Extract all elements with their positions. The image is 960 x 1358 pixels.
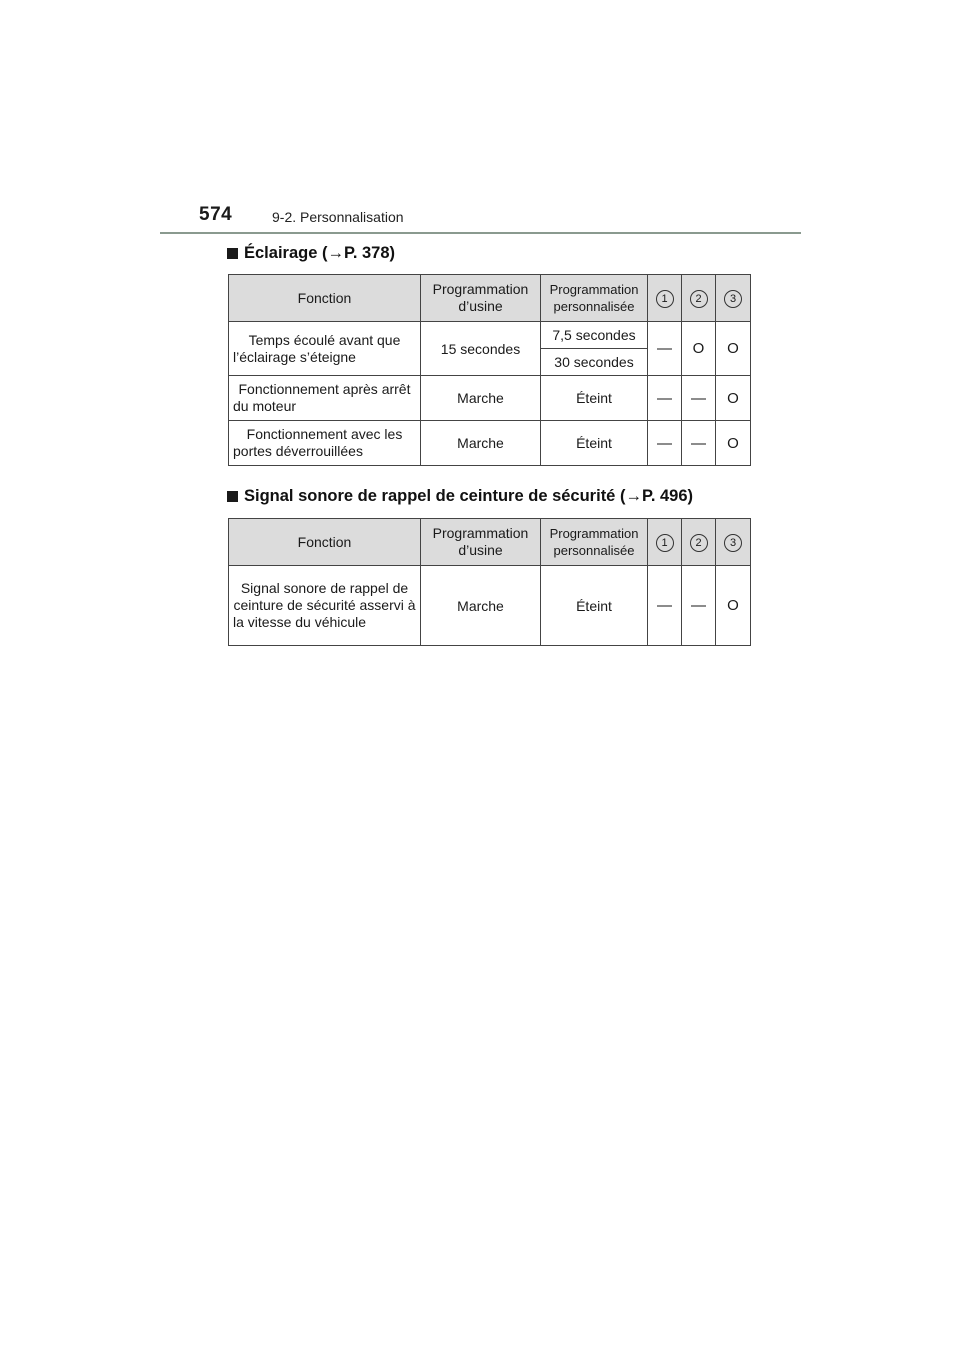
square-bullet-icon <box>227 491 238 502</box>
custom-setting-cell: 7,5 secondes <box>541 322 648 349</box>
factory-setting-cell: Marche <box>421 566 541 646</box>
custom-setting-cell: Éteint <box>541 566 648 646</box>
section-title: Signal sonore de rappel de ceinture de sécurité (→P. 496) <box>244 487 694 505</box>
table-header-row <box>229 275 751 322</box>
function-cell: Fonctionnement avec les portes déverrouillées <box>229 421 421 466</box>
mark-cell-3: O <box>716 421 751 466</box>
factory-setting-cell: 15 secondes <box>421 322 541 376</box>
section-heading-seatbelt <box>227 487 693 506</box>
circled-number-2-icon: 2 <box>690 534 708 552</box>
header-divider <box>160 232 801 234</box>
table-row <box>229 322 751 349</box>
column-header-factory: Programmation d’usine <box>421 275 541 322</box>
seatbelt-settings-table <box>228 518 751 646</box>
column-header-2 <box>682 519 716 566</box>
column-header-custom: Programmation personnalisée <box>541 519 648 566</box>
mark-cell-1: — <box>648 566 682 646</box>
column-header-3 <box>716 519 751 566</box>
mark-cell-3: O <box>716 376 751 421</box>
factory-setting-cell: Marche <box>421 421 541 466</box>
section-title: Éclairage (→P. 378) <box>244 244 396 262</box>
mark-cell-3: O <box>716 566 751 646</box>
column-header-custom: Programmation personnalisée <box>541 275 648 322</box>
square-bullet-icon <box>227 248 238 259</box>
factory-setting-cell: Marche <box>421 376 541 421</box>
column-header-2 <box>682 275 716 322</box>
mark-cell-1: — <box>648 322 682 376</box>
circled-number-1-icon: 1 <box>656 290 674 308</box>
mark-cell-2: O <box>682 322 716 376</box>
section-heading-lighting <box>227 244 395 263</box>
column-header-function: Fonction <box>229 275 421 322</box>
column-header-3 <box>716 275 751 322</box>
mark-cell-1: — <box>648 421 682 466</box>
circled-number-3-icon: 3 <box>724 290 742 308</box>
table-row <box>229 421 751 466</box>
circled-number-2-icon: 2 <box>690 290 708 308</box>
column-header-1 <box>648 519 682 566</box>
table-header-row <box>229 519 751 566</box>
mark-cell-2: — <box>682 421 716 466</box>
page-number: 574 <box>199 204 233 225</box>
mark-cell-2: — <box>682 566 716 646</box>
function-cell: Signal sonore de rappel de ceinture de sécurité asservi à la vitesse du véhicule <box>229 566 421 646</box>
column-header-1 <box>648 275 682 322</box>
circled-number-1-icon: 1 <box>656 534 674 552</box>
custom-setting-cell: 30 secondes <box>541 349 648 376</box>
column-header-factory: Programmation d’usine <box>421 519 541 566</box>
column-header-function: Fonction <box>229 519 421 566</box>
mark-cell-3: O <box>716 322 751 376</box>
custom-setting-cell: Éteint <box>541 376 648 421</box>
custom-setting-cell: Éteint <box>541 421 648 466</box>
table-row <box>229 566 751 646</box>
mark-cell-1: — <box>648 376 682 421</box>
circled-number-3-icon: 3 <box>724 534 742 552</box>
function-cell: Fonctionnement après arrêt du moteur <box>229 376 421 421</box>
lighting-settings-table <box>228 274 751 466</box>
table-row <box>229 376 751 421</box>
function-cell: Temps écoulé avant que l’éclairage s’éteigne <box>229 322 421 376</box>
mark-cell-2: — <box>682 376 716 421</box>
chapter-title: 9-2. Personnalisation <box>272 209 404 225</box>
